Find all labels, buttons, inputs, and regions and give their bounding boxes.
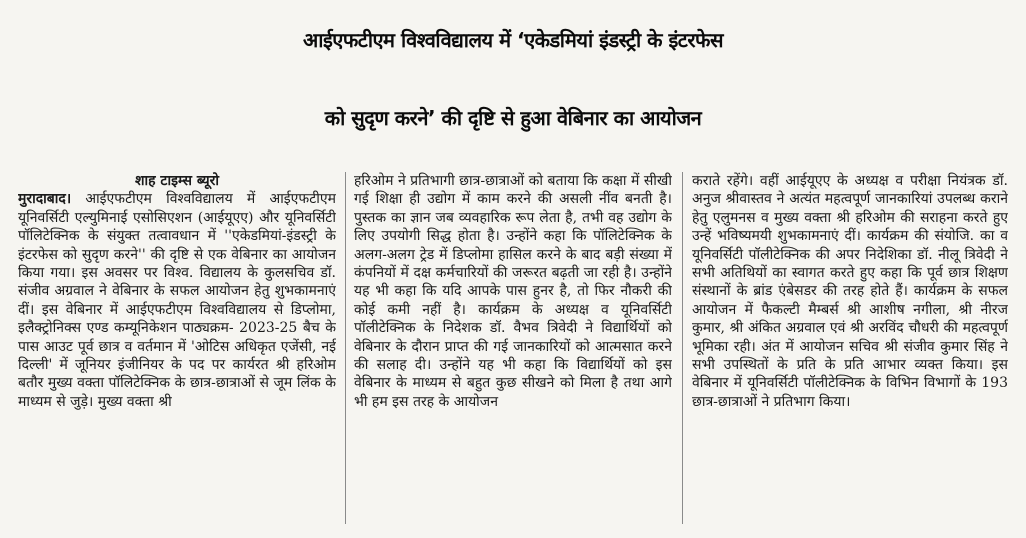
column-2-text: हरिओम ने प्रतिभागी छात्र-छात्राओं को बताया कि कक्षा में सीखी गई शिक्षा ही उद्योग में काम करने की असली नींव बनती है। पुस्तक का ज्ञान जब व्यवहारिक रूप लेता है, तभी वह उद्योग के लिए उपयोगी सिद्ध होता है। उन्होंने कहा कि पॉलिटेक्निक के अलग-अलग ट्रेड में डिप्लोमा हासिल करने के बाद बड़ी संख्या में कंपनियों में दक्ष कर्मचारियों की जरूरत बढ़ती जा रही है। उन्होंने यह भी कहा कि यदि आपके पास हुनर है, तो फिर नौकरी की कोई कमी नहीं है। कार्यक्रम के अध्यक्ष व यूनिवर्सिटी पॉलीटेक्निक के निदेशक डॉ. वैभव त्रिवेदी ने विद्यार्थियों को वेबिनार के दौरान प्राप्त की गई जानकारियों को आत्मसात करने की सलाह दी। उन्होंने यह भी कहा कि विद्यार्थियों को इस वेबिनार के माध्यम से बहुत कुछ सीखने को मिला है तथा आगे भी हम इस तरह के आयोजन bbox=[354, 173, 672, 410]
dateline: मुरादाबाद। bbox=[18, 191, 72, 208]
column-1-text bbox=[18, 190, 336, 411]
article-column-1 bbox=[18, 172, 336, 536]
headline-line-1: आईएफटीएम विश्वविद्यालय में ‘एकेडमियां इंडस्ट्री के इंटरफेस bbox=[303, 28, 723, 52]
article-column-2 bbox=[354, 172, 672, 536]
column-divider-1 bbox=[345, 172, 346, 524]
article-column-3 bbox=[692, 172, 1008, 536]
byline: शाह टाइम्स ब्यूरो bbox=[134, 173, 220, 189]
column-1-body: आईएफटीएम विश्वविद्यालय में आईएफटीएम यूनिवर्सिटी एल्युमिनाई एसोसिएशन (आईयूएए) और यूनिवर्सिटी पॉलिटेक्निक के संयुक्त तत्वावधान में ''एकेडमियां-इंडस्ट्री के इंटरफेस को सुदृण करने'' की दृष्टि से एक वेबिनार का आयोजन किया गया। इस अवसर पर विश्व. विद्यालय के कुलसचिव डॉ. संजीव अग्रवाल ने वेबिनार के सफल आयोजन हेतु शुभकामनाएं दीं। इस वेबिनार में आईएफटीएम विश्वविद्यालय से डिप्लोमा, इलैक्ट्रोनिक्स एण्ड कम्यूनिकेशन पाठ्यक्रम- 2023-25 बैच के पास आउट पूर्व छात्र व वर्तमान में 'ओटिस अधिकृत एजेंसी, नई दिल्ली' में जूनियर इंजीनियर के पद पर कार्यरत श्री हरिओम बतौर मुख्य वक्ता पॉलिटेक्निक के छात्र-छात्राओं से जूम लिंक के माध्यम से जुड़े। मुख्य वक्ता श्री bbox=[18, 191, 336, 410]
headline-line-2: को सुदृण करने’ की दृष्टि से हुआ वेबिनार का आयोजन bbox=[324, 106, 702, 130]
column-3-text: कराते रहेंगे। वहीं आईयूएए के अध्यक्ष व परीक्षा नियंत्रक डॉ. अनुज श्रीवास्तव ने अत्यंत महत्वपूर्ण जानकारियां उपलब्ध कराने हेतु एलुमनस व मुख्य वक्ता श्री हरिओम की सराहना करते हुए उन्हें भविष्यमयी शुभकामनाएं दीं। कार्यक्रम की संयोजि. का व यूनिवर्सिटी पॉलीटेक्निक की अपर निदेशिका डॉ. नीलू त्रिवेदी ने सभी अतिथियों का स्वागत करते हुए कहा कि पूर्व छात्र शिक्षण संस्थानों के ब्रांड एंबेसडर की तरह होते हैं। कार्यक्रम के सफल आयोजन में फैकल्टी मैम्बर्स श्री आशीष नगीला, श्री नीरज कुमार, श्री अंकित अग्रवाल एवं श्री अरविंद चौधरी की महत्वपूर्ण भूमिका रही। अंत में आयोजन सचिव श्री संजीव कुमार सिंह ने सभी उपस्थितों के प्रति के प्रति आभार व्यक्त किया। इस वेबिनार में यूनिवर्सिटी पॉलीटेक्निक के विभिन विभागों के 193 छात्र-छात्राओं ने प्रतिभाग किया। bbox=[692, 173, 1008, 410]
column-divider-2 bbox=[682, 172, 683, 524]
